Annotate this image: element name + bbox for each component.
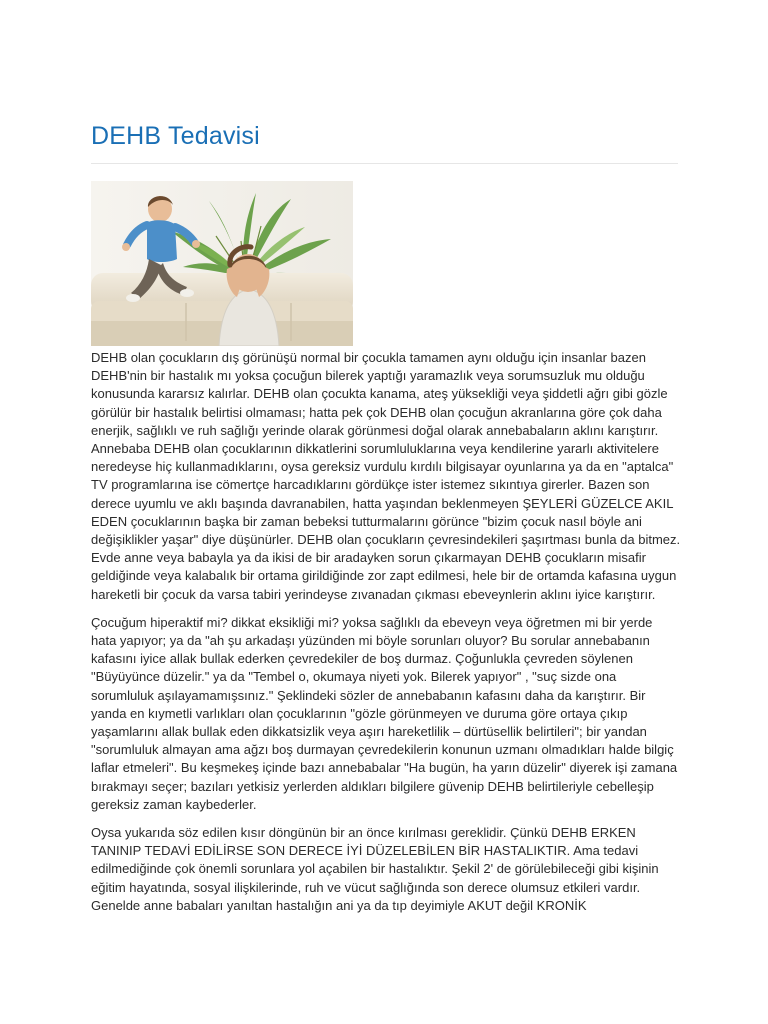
title-divider bbox=[91, 163, 678, 164]
article-body bbox=[91, 349, 681, 925]
paragraph-3: Oysa yukarıda söz edilen kısır döngünün bir an önce kırılması gereklidir. Çünkü DEHB ERKEN TANINIP TEDAVİ EDİLİRSE SON DERECE İYİ DÜZELEBİLEN BİR HASTALIKTIR. Ama tedavi edilmediğinde çok önemli sorunlara yol açabilen bir hastalıktır. Şekil 2' de görülebileceği gibi kişinin eğitim hayatında, sosyal ilişkilerinde, ruh ve vücut sağlığında son derece olumsuz etkileri vardır. Genelde anne babaları yanıltan hastalığın ani ya da tıp deyimiyle AKUT değil KRONİK bbox=[91, 825, 659, 913]
page-title: DEHB Tedavisi bbox=[91, 122, 260, 150]
paragraph-1: DEHB olan çocukların dış görünüşü normal bir çocukla tamamen aynı olduğu için insanlar bazen DEHB'nin bir hastalık mı yoksa çocuğun bilerek yaptığı yaramazlık veya sorumsuzluk mu olduğu konusunda kararsız kalırlar. DEHB olan çocukta kanama, ateş yüksekliği veya şiddetli ağrı gibi gözle görülür bir hastalık belirtisi olmaması; hatta pek çok DEHB olan çocuğun akranlarına göre çok daha enerjik, sağlıklı ve ruh sağlığı yerinde olarak görünmesi doğal olarak annebabaların aklını karıştırır. Annebaba DEHB olan çocuklarının dikkatlerini sorumluluklarına veya kendilerine yararlı aktivitelere neredeyse hiç kullanmadıklarını, oysa gereksiz vurdulu kırdılı bilgisayar oyunlarına ya da en "aptalca" TV programlarına ise cömertçe harcadıklarını gördükçe ister istemez sıkıntıya girerler. Bazen son derece uyumlu ve aklı başında davranabilen, hatta yaşından beklenmeyen ŞEYLERİ GÜZELCE AKIL EDEN çocuklarının başka bir zaman bebeksi tutturmalarını görünce "bizim çocuk nasıl böyle ani değişiklikler yaşar" diye düşünürler. DEHB olan çocukların çevresindekileri şaşırtması bunla da bitmez. Evde anne veya babayla ya da ikisi de bir aradayken sorun çıkarmayan DEHB çocukların misafir geldiğinde veya kalabalık bir ortama girildiğinde zor zapt edilmesi, hele bir de ortamda kafasına uygun hareketli bir çocuk da varsa tabiri yerindeyse zıvanadan çıkması ebeveynlerin aklını iyice karıştırır. bbox=[91, 350, 681, 602]
paragraph-2: Çocuğum hiperaktif mi? dikkat eksikliği mi? yoksa sağlıklı da ebeveyn veya öğretmen mi bir yerde hata yapıyor; ya da "ah şu arkadaşı yüzünden mi böyle sorunları oluyor? Bu sorular annebabanın kafasını iyice allak bullak ederken çevredekiler de boş durmaz. Çoğunlukla çevreden söylenen "Büyüyünce düzelir." ya da "Tembel o, okumaya niyeti yok. Bilerek yapıyor" , "suç sizde ona sorumluluk aşılayamamışsınız." Şeklindeki sözler de annebabanın kafasını daha da karıştırır. Bir yanda en kıymetli varlıkları olan çocuklarının "gözle görünmeyen ve duruma göre ortaya çıkıp yaşamlarını allak bullak eden dikkatsizlik veya aşırı hareketlilik – dürtüsellik belirtileri"; bir yandan "sorumluluk almayan ama ağzı boş durmayan çevredekilerin konunun uzmanı olmadıkları halde bilgiç laflar etmeleri". Bu keşmekeş içinde bazı annebabalar "Ha bugün, ha yarın düzelir" diyerek işi zamana bırakmayı seçer; bazıları yetkisiz yerlerden aldıkları bilgilere güvenip DEHB belirtileriyle cebelleşip gereksiz zaman kaybederler. bbox=[91, 614, 678, 812]
boy-jumping-on-sofa-woman-holding-head-photo bbox=[91, 181, 353, 346]
